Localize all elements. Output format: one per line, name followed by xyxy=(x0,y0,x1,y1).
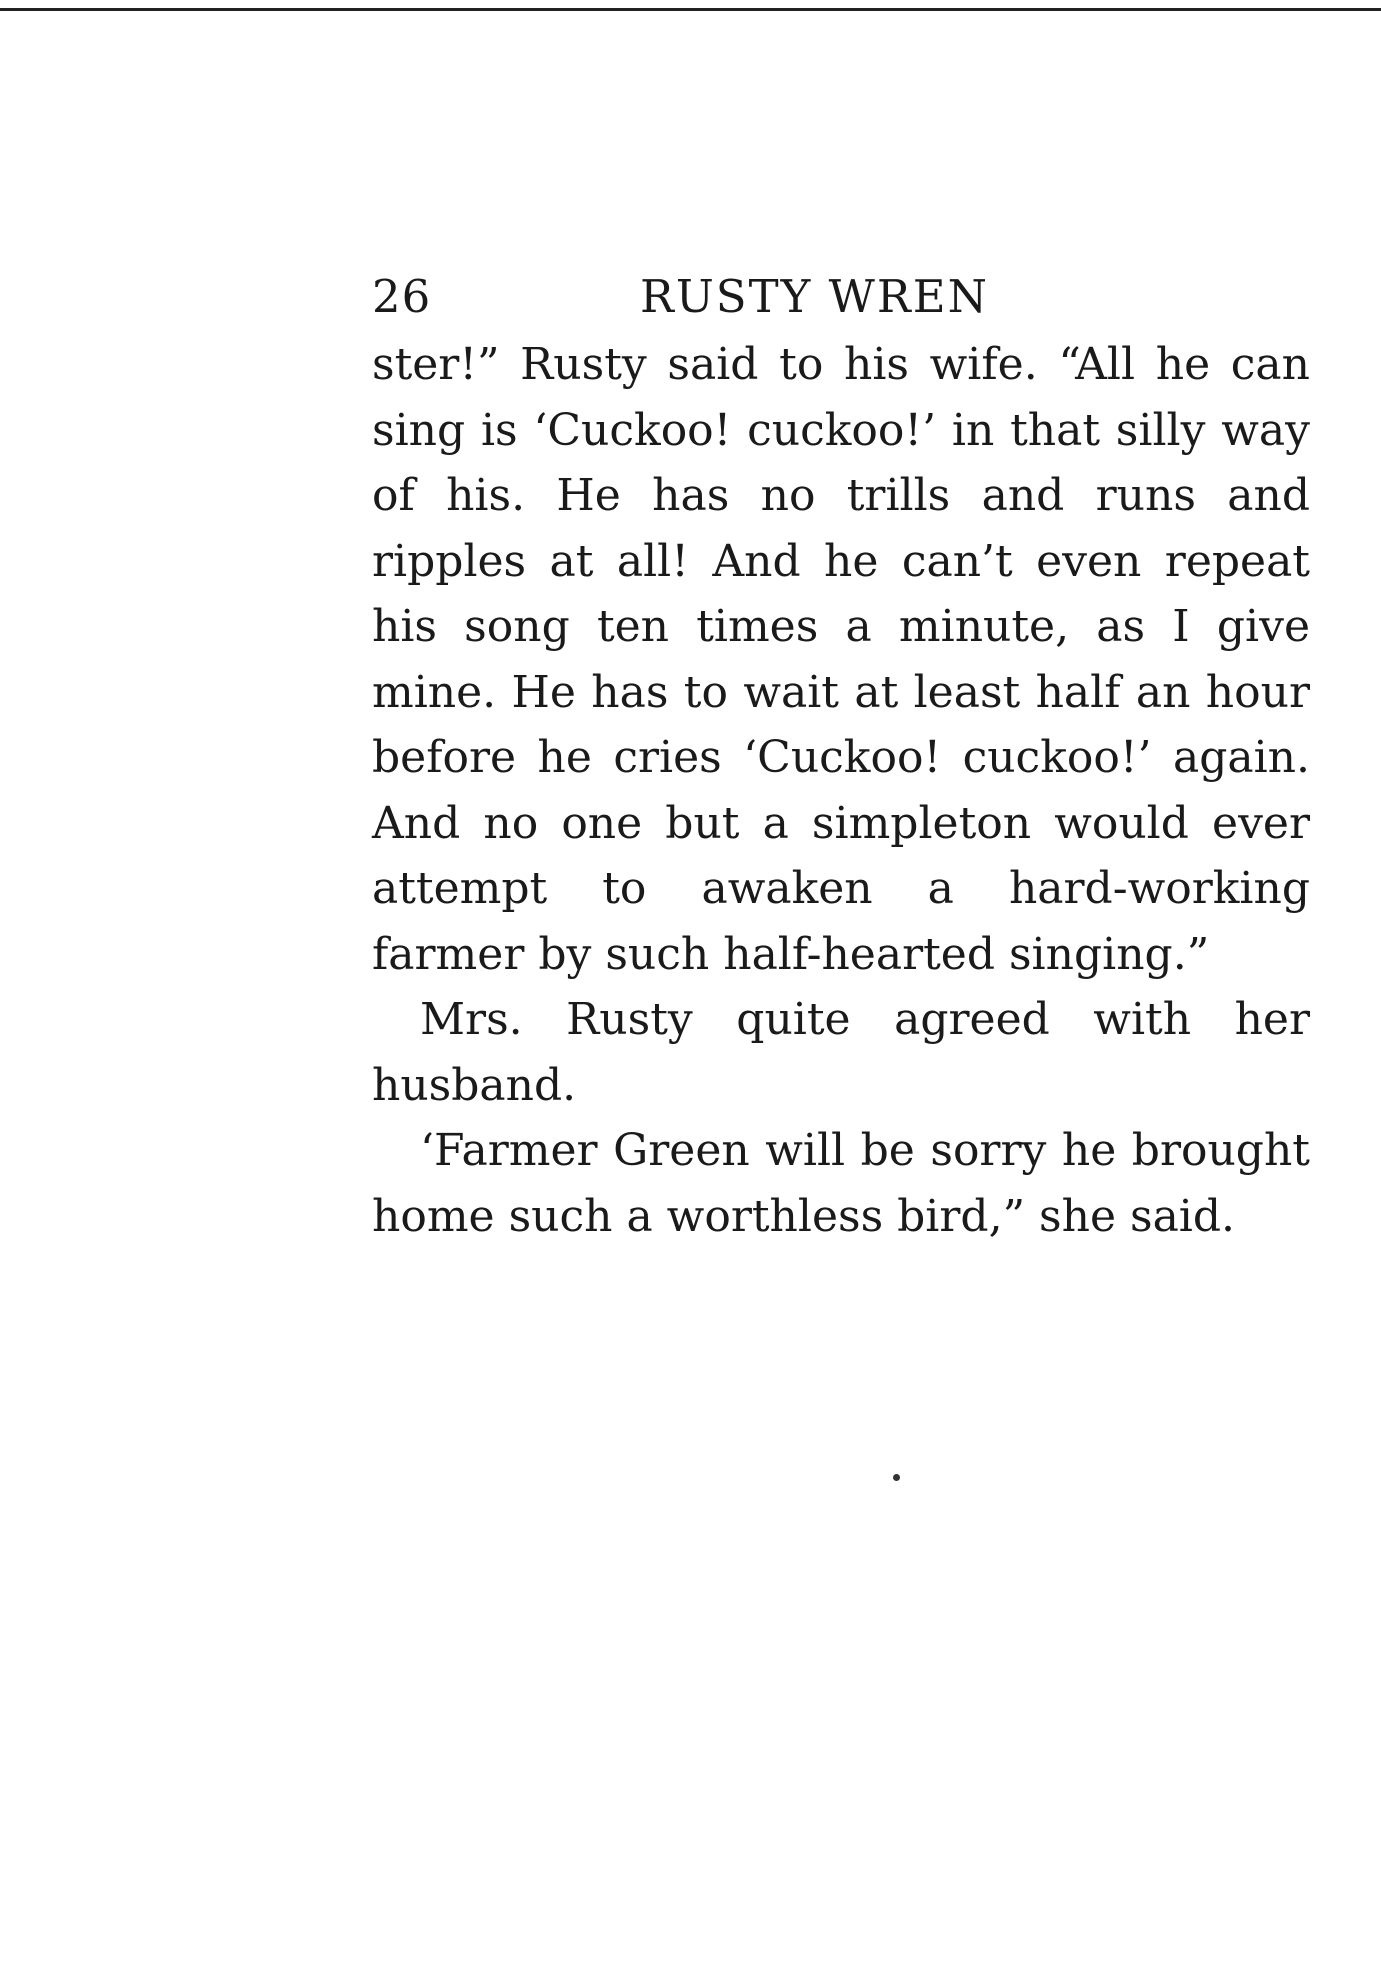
page-number: 26 xyxy=(372,270,432,323)
ink-speck xyxy=(893,1474,900,1481)
running-title: RUSTY WREN xyxy=(640,270,990,323)
paragraph-3: ‘Farmer Green will be sorry he brought home such a worthless bird,” she said. xyxy=(372,1125,1310,1242)
body-text xyxy=(372,332,1310,1249)
paragraph-2: Mrs. Rusty quite agreed with her husband. xyxy=(372,994,1310,1111)
running-head xyxy=(372,262,1310,332)
top-rule xyxy=(0,8,1381,11)
paragraph-1: ster!” Rusty said to his wife. “All he can sing is ‘Cuckoo! cuckoo!’ in that silly way of his. He has no trills and runs and ripples at all! And he can’t even repeat his song ten times a minute, as I give mine. He has to wait at least half an hour before he cries ‘Cuckoo! cuckoo!’ again. And no one but a simpleton would ever attempt to awaken a hard-working farmer by such half-hearted singing.” xyxy=(372,339,1310,980)
book-page xyxy=(372,262,1310,1249)
